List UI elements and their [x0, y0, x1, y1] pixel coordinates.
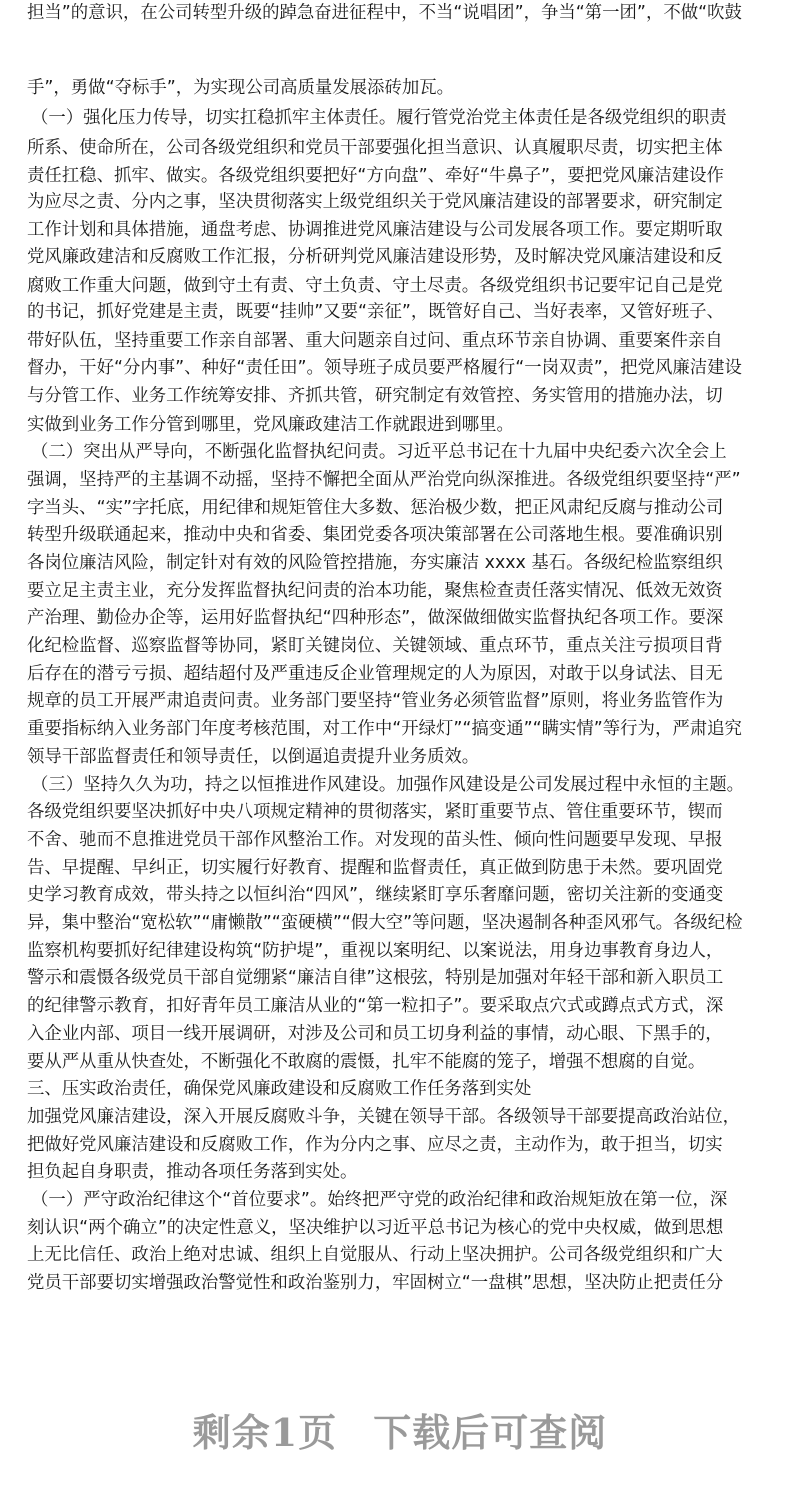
text-line: （一）严守政治纪律这个“首位要求”。始终把严守党的政治纪律和政治规矩放在第一位，深	[31, 1190, 728, 1210]
text-line: 刻认识“两个确立”的决定性意义，坚决维护以习近平总书记为核心的党中央权威，做到思想	[27, 1218, 724, 1238]
text-line: 告、早提醒、早纠正，切实履行好教育、提醒和监督责任，真正做到防患于未然。要巩固党	[27, 858, 723, 878]
text-line: 领导干部监督责任和领导责任，以倒逼追责提升业务质效。	[27, 747, 480, 767]
text-line: 规章的员工开展严肃追责问责。业务部门要坚持“管业务必须管监督”原则，将业务监管作为	[27, 691, 724, 711]
text-line: 警示和震慑各级党员干部自觉绷紧“廉洁自律”这根弦，特别是加强对年轻干部和新入职员工	[27, 968, 724, 988]
text-line: 党员干部要切实增强政治警觉性和政治鉴别力，牢固树立“一盘棋”思想，坚决防止把责任分	[27, 1273, 724, 1293]
text-line: 字当头、“实”字托底，用纪律和规矩管住大多数、惩治极少数，把正风肃纪反腐与推动公司	[27, 498, 724, 518]
section-heading: 三、压实政治责任，确保党风廉政建设和反腐败工作任务落到实处	[27, 1079, 532, 1099]
text-line: 腐败工作重大问题，做到守土有责、守土负责、守土尽责。各级党组织书记要牢记自己是党	[27, 276, 723, 296]
text-line: 各岗位廉洁风险，制定针对有效的风险管控措施，夯实廉洁 xxxx 基石。各级纪检监察组织	[27, 553, 723, 573]
text-line: 史学习教育成效，带头持之以恒纠治“四风”，继续紧盯享乐奢靡问题，密切关注新的变通变	[27, 885, 724, 905]
text-line: 上无比信任、政治上绝对忠诚、组织上自觉服从、行动上坚决拥护。公司各级党组织和广大	[27, 1245, 723, 1265]
text-line: 强调，坚持严的主基调不动摇，坚持不懈把全面从严治党向纵深推进。各级党组织要坚持“严”	[27, 470, 741, 490]
text-line: 为应尽之责、分内之事，坚决贯彻落实上级党组织关于党风廉洁建设的部署要求，研究制定	[27, 192, 723, 212]
remaining-pages-label: 剩余1页	[192, 1410, 338, 1455]
text-line: 工作计划和具体措施，通盘考虑、协调推进党风廉洁建设与公司发展各项工作。要定期听取	[27, 220, 723, 240]
text-line: 重要指标纳入业务部门年度考核范围，对工作中“开绿灯”“搞变通”“瞒实情”等行为，严肃追究	[27, 719, 742, 739]
text-line: 加强党风廉洁建设，深入开展反腐败斗争，关键在领导干部。各级领导干部要提高政治站位，	[27, 1107, 741, 1127]
text-line: 异，集中整治“宽松软”“庸懒散”“蛮硬横”“假大空”等问题，坚决遏制各种歪风邪气。各级纪检	[27, 913, 743, 933]
text-line: 督办，干好“分内事”、种好“责任田”。领导班子成员要严格履行“一岗双责”，把党风廉洁建设	[27, 358, 742, 378]
text-line: 不舍、驰而不息推进党员干部作风整治工作。对发现的苗头性、倾向性问题要早发现、早报	[27, 830, 723, 850]
text-line: 转型升级联通起来，推动中央和省委、集团党委各项决策部署在公司落地生根。要准确识别	[27, 525, 723, 545]
text-line: 实做到业务工作分管到哪里，党风廉政建洁工作就跟进到哪里。	[27, 415, 514, 435]
download-prompt[interactable]	[0, 1402, 800, 1457]
text-line: 后存在的潜亏亏损、超结超付及严重违反企业管理规定的人为原因，对敢于以身试法、目无	[27, 664, 723, 684]
text-line: 担当”的意识，在公司转型升级的踔急奋进征程中，不当“说唱团”，争当“第一团”，不做“吹鼓	[27, 3, 742, 23]
text-line: 党风廉政建洁和反腐败工作汇报，分析研判党风廉洁建设形势，及时解决党风廉洁建设和反	[27, 247, 723, 267]
text-line: 带好队伍，坚持重要工作亲自部署、重大问题亲自过问、重点环节亲自协调、重要案件亲自	[27, 331, 723, 351]
text-line: （三）坚持久久为功，持之以恒推进作风建设。加强作风建设是公司发展过程中永恒的主题。	[31, 775, 745, 795]
text-line: 监察机构要抓好纪律建设构筑“防护堤”，重视以案明纪、以案说法，用身边事教育身边人，	[27, 941, 724, 961]
text-line: 与分管工作、业务工作统筹安排、齐抓共管，研究制定有效管控、务实管用的措施办法，切	[27, 386, 723, 406]
text-line: （一）强化压力传导，切实扛稳抓牢主体责任。履行管党治党主体责任是各级党组织的职责	[31, 108, 727, 128]
text-line: 产治理、勤俭办企等，运用好监督执纪“四种形态”，做深做细做实监督执纪各项工作。要深	[27, 608, 724, 628]
text-line: 的纪律警示教育，扣好青年员工廉洁从业的“第一粒扣子”。要采取点穴式或蹲点式方式，深	[27, 996, 724, 1016]
text-line: 责任扛稳、抓牢、做实。各级党组织要把好“方向盘”、牵好“牛鼻子”，要把党风廉洁建设作	[27, 166, 724, 186]
text-line: 化纪检监督、巡察监督等协同，紧盯关键岗位、关键领域、重点环节，重点关注亏损项目背	[27, 636, 723, 656]
download-to-view-label: 下载后可查阅	[373, 1410, 608, 1455]
text-line: 担负起自身职责，推动各项任务落到实处。	[27, 1162, 358, 1182]
text-line: 所系、使命所在，公司各级党组织和党员干部要强化担当意识、认真履职尽责，切实把主体	[27, 138, 723, 158]
text-line: （二）突出从严导向，不断强化监督执纪问责。习近平总书记在十九届中央纪委六次全会上	[31, 442, 727, 462]
text-line: 把做好党风廉洁建设和反腐败工作，作为分内之事、应尽之责，主动作为，敢于担当，切实	[27, 1135, 723, 1155]
text-line: 手”，勇做“夺标手”，为实现公司高质量发展添砖加瓦。	[27, 78, 455, 98]
text-line: 入企业内部、项目一线开展调研，对涉及公司和员工切身利益的事情，动心眼、下黑手的，	[27, 1024, 723, 1044]
text-line: 要立足主责主业，充分发挥监督执纪问责的治本功能，聚焦检查责任落实情况、低效无效资	[27, 581, 723, 601]
text-line: 各级党组织要坚决抓好中央八项规定精神的贯彻落实，紧盯重要节点、管住重要环节，锲而	[27, 802, 723, 822]
text-line: 的书记，抓好党建是主责，既要“挂帅”又要“亲征”，既管好自己、当好表率，又管好班子、	[27, 302, 724, 322]
text-line: 要从严从重从快查处，不断强化不敢腐的震慑，扎牢不能腐的笼子，增强不想腐的自觉。	[27, 1052, 706, 1072]
